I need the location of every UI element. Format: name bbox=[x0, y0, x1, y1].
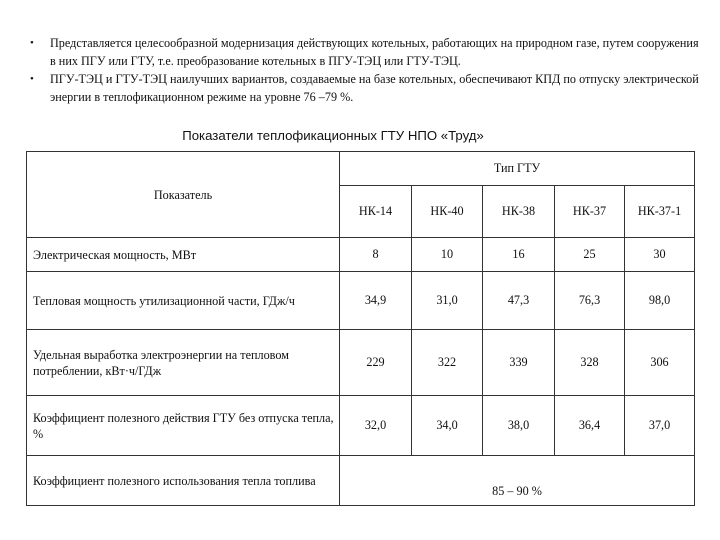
column-header: НК-37-1 bbox=[625, 186, 695, 238]
row-label: Коэффициент полезного действия ГТУ без отпуска тепла, % bbox=[27, 396, 340, 456]
row-label: Коэффициент полезного использования тепла топлива bbox=[27, 456, 340, 506]
table-row bbox=[27, 396, 695, 456]
bullet-item bbox=[30, 70, 702, 106]
table-cell: 25 bbox=[555, 238, 625, 272]
table-row bbox=[27, 456, 695, 506]
table-cell: 30 bbox=[625, 238, 695, 272]
bullet-marker: • bbox=[30, 37, 34, 49]
bullet-list bbox=[30, 34, 702, 106]
bullet-text: ПГУ-ТЭЦ и ГТУ-ТЭЦ наилучших вариантов, создаваемые на базе котельных, обеспечивают КПД по отпуску электрической энергии в теплофикационном режиме на уровне 76 –79 %. bbox=[50, 72, 699, 104]
table-cell: 36,4 bbox=[555, 396, 625, 456]
table-row bbox=[27, 272, 695, 330]
row-label: Удельная выработка электроэнергии на тепловом потреблении, кВт·ч/ГДж bbox=[27, 330, 340, 396]
table-cell: 10 bbox=[412, 238, 483, 272]
table-caption: Показатели теплофикационных ГТУ НПО «Труд» bbox=[182, 128, 484, 143]
table-cell: 34,9 bbox=[340, 272, 412, 330]
merged-value-cell: 85 – 90 % bbox=[340, 456, 695, 506]
bullet-item bbox=[30, 34, 702, 70]
group-header-cell: Тип ГТУ bbox=[340, 152, 695, 186]
row-label: Тепловая мощность утилизационной части, ГДж/ч bbox=[27, 272, 340, 330]
table-cell: 76,3 bbox=[555, 272, 625, 330]
gtu-indicators-table bbox=[26, 151, 695, 506]
table-row bbox=[27, 238, 695, 272]
row-label: Электрическая мощность, МВт bbox=[27, 238, 340, 272]
table-cell: 32,0 bbox=[340, 396, 412, 456]
column-header: НК-37 bbox=[555, 186, 625, 238]
table-cell: 328 bbox=[555, 330, 625, 396]
column-header: НК-38 bbox=[483, 186, 555, 238]
table-cell: 31,0 bbox=[412, 272, 483, 330]
table-header-row bbox=[27, 152, 695, 186]
table-cell: 16 bbox=[483, 238, 555, 272]
table-cell: 38,0 bbox=[483, 396, 555, 456]
table-cell: 229 bbox=[340, 330, 412, 396]
table-cell: 98,0 bbox=[625, 272, 695, 330]
bullet-marker: • bbox=[30, 73, 34, 85]
table-cell: 47,3 bbox=[483, 272, 555, 330]
table-cell: 322 bbox=[412, 330, 483, 396]
table-cell: 37,0 bbox=[625, 396, 695, 456]
table-cell: 34,0 bbox=[412, 396, 483, 456]
table-cell: 306 bbox=[625, 330, 695, 396]
bullet-text: Представляется целесообразной модернизация действующих котельных, работающих на природном газе, путем сооружения в них ПГУ или ГТУ, т.е. преобразование котельных в ПГУ-ТЭЦ или ГТУ-ТЭЦ. bbox=[50, 36, 699, 68]
column-header: НК-40 bbox=[412, 186, 483, 238]
corner-header-cell bbox=[27, 152, 340, 238]
table-row bbox=[27, 330, 695, 396]
table-cell: 339 bbox=[483, 330, 555, 396]
corner-header-label: Показатель bbox=[153, 188, 213, 202]
table-cell: 8 bbox=[340, 238, 412, 272]
column-header: НК-14 bbox=[340, 186, 412, 238]
